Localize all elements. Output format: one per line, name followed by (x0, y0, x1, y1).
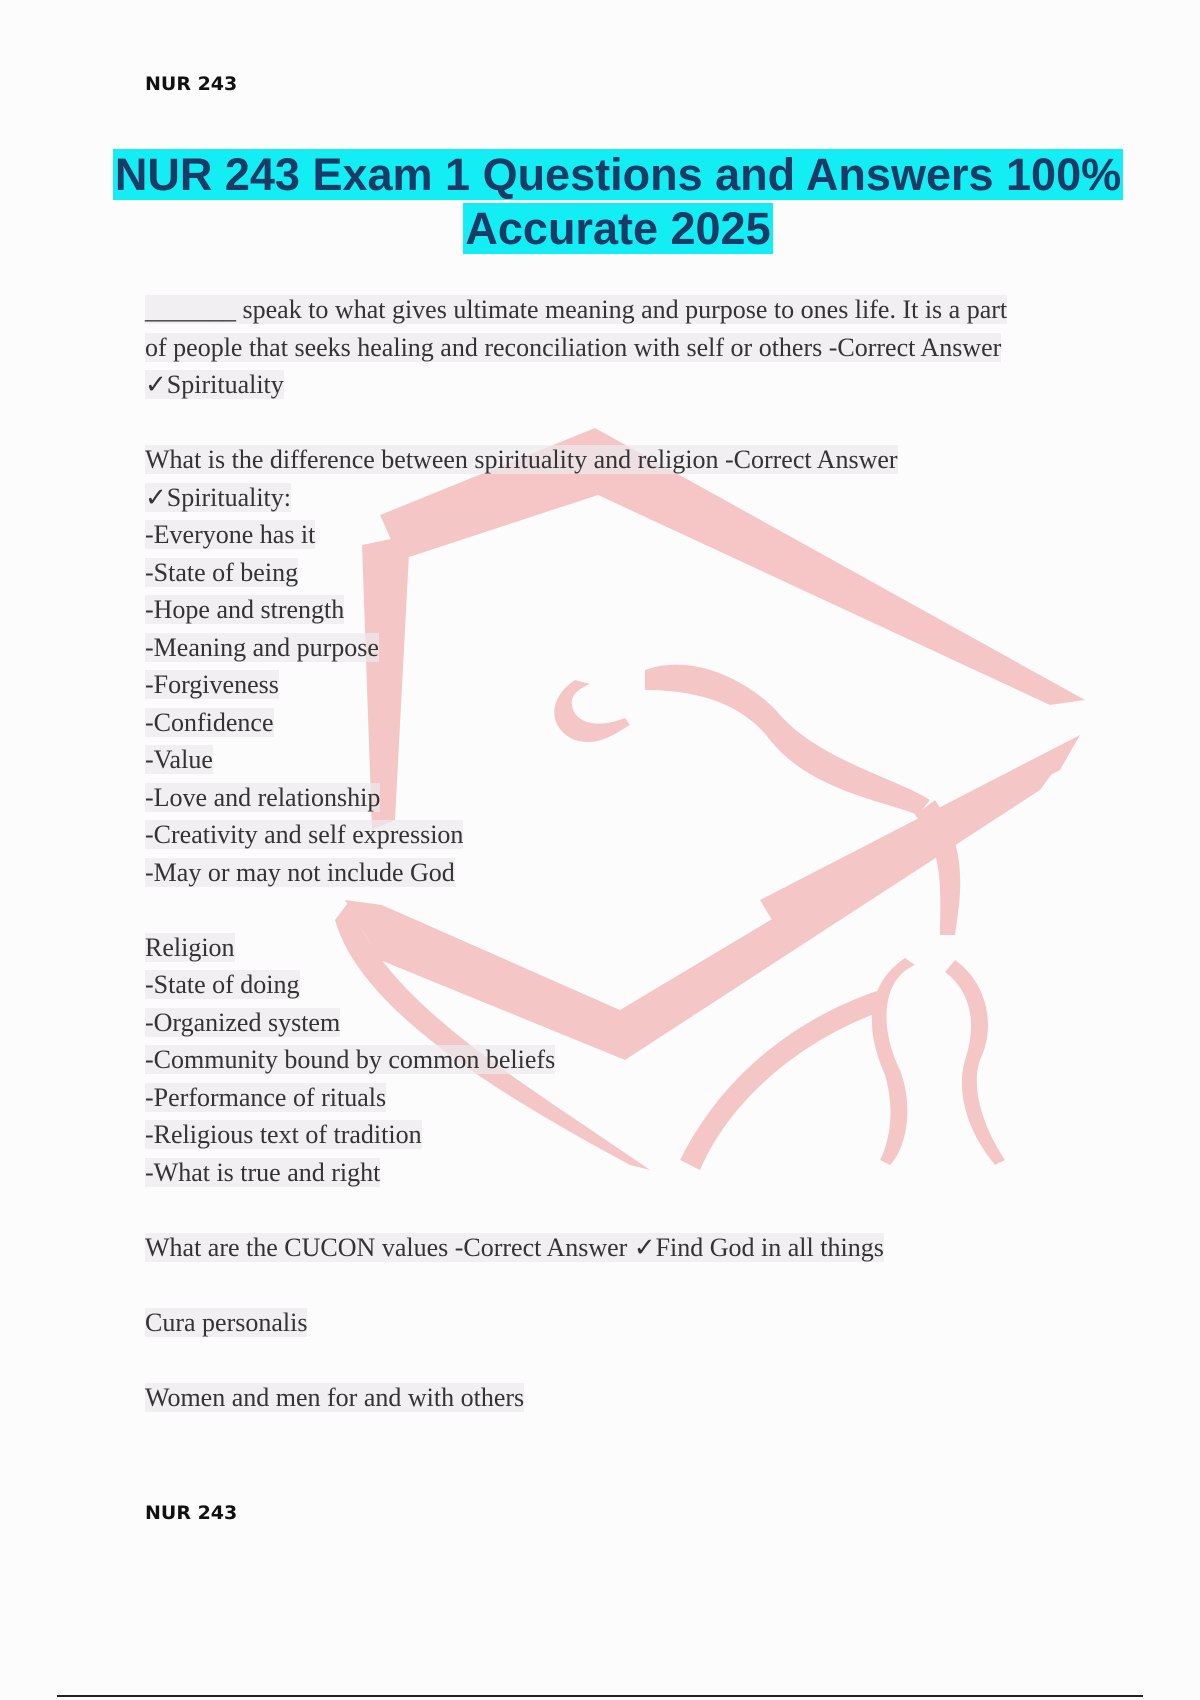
list-item: -Religious text of tradition (145, 1120, 422, 1149)
list-item: -State of doing (145, 970, 300, 999)
qa3-value-women-and-men: Women and men for and with others (145, 1382, 525, 1412)
page-bottom-rule (57, 1695, 1143, 1697)
list-item: -Hope and strength (145, 595, 345, 624)
qa-block-cucon-values (145, 1229, 1085, 1417)
document-title (0, 148, 1200, 256)
qa3-question-answer: What are the CUCON values -Correct Answer ✓Find God in all things (145, 1232, 884, 1262)
list-item: -Performance of rituals (145, 1082, 387, 1112)
list-item: -Community bound by common beliefs (145, 1045, 556, 1074)
footer-label: NUR 243 (145, 1502, 238, 1524)
list-item: -May or may not include God (145, 857, 455, 887)
qa1-answer: ✓Spirituality (145, 370, 284, 399)
document-body (145, 291, 1085, 1416)
qa1-line-2: of people that seeks healing and reconciliation with self or others -Correct Answer (145, 332, 1002, 362)
list-item: -Confidence (145, 707, 274, 737)
spirituality-heading: ✓Spirituality: (145, 482, 292, 512)
list-item: -State of being (145, 557, 299, 587)
title-line-2: Accurate 2025 (465, 203, 771, 254)
qa-block-spirituality-definition (145, 291, 1085, 404)
list-item: -Love and relationship (145, 782, 381, 812)
list-item: -Creativity and self expression (145, 820, 464, 849)
list-item: -Everyone has it (145, 520, 316, 549)
list-item: -Organized system (145, 1007, 341, 1037)
qa-block-spirituality-vs-religion (145, 441, 1085, 1191)
religion-heading: Religion (145, 932, 235, 962)
qa3-value-cura-personalis: Cura personalis (145, 1307, 308, 1337)
list-item: -What is true and right (145, 1157, 381, 1187)
qa1-line-1: _______ speak to what gives ultimate meaning and purpose to ones life. It is a part (145, 295, 1008, 324)
list-item: -Forgiveness (145, 670, 279, 699)
qa2-question: What is the difference between spirituality and religion -Correct Answer (145, 445, 898, 474)
title-line-1: NUR 243 Exam 1 Questions and Answers 100% (114, 149, 1122, 200)
list-item: -Value (145, 745, 213, 774)
list-item: -Meaning and purpose (145, 632, 379, 662)
header-label: NUR 243 (145, 73, 238, 95)
